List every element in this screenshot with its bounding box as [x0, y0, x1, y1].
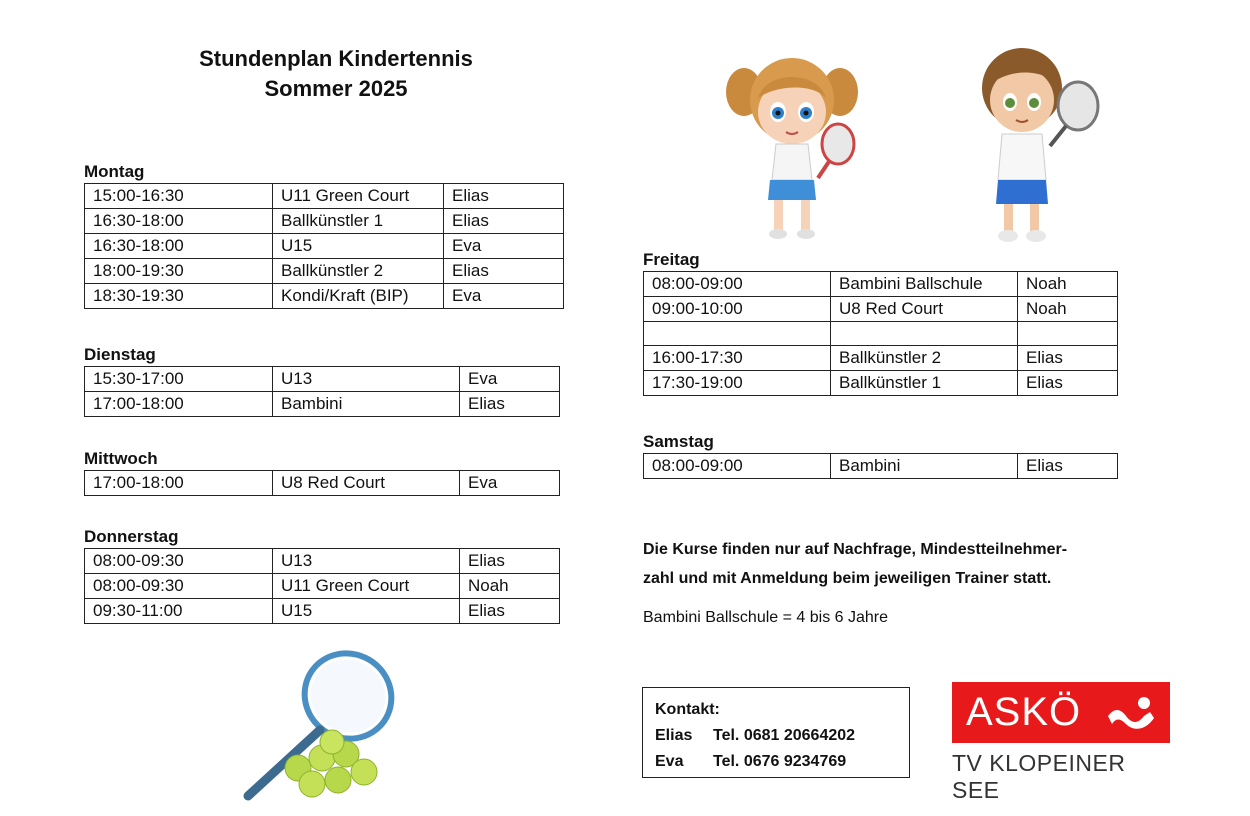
trainer-cell: Elias [460, 549, 560, 574]
day-label-montag: Montag [84, 162, 145, 181]
time-cell: 15:30-17:00 [85, 367, 273, 392]
time-cell: 17:00-18:00 [85, 392, 273, 417]
table-row [85, 471, 560, 496]
schedule-table-samstag [643, 453, 1118, 479]
table-row [644, 371, 1118, 396]
time-cell: 09:30-11:00 [85, 599, 273, 624]
table-row [644, 272, 1118, 297]
time-cell: 18:30-19:30 [85, 284, 273, 309]
trainer-cell: Noah [1018, 297, 1118, 322]
trainer-cell: Elias [444, 259, 564, 284]
schedule-table-montag [84, 183, 564, 309]
table-row [85, 599, 560, 624]
bambini-age-info: Bambini Ballschule = 4 bis 6 Jahre [643, 609, 889, 626]
schedule-table-freitag [643, 271, 1118, 396]
contact-name: Eva [655, 753, 684, 770]
course-cell: U15 [273, 234, 444, 259]
table-row [85, 209, 564, 234]
table-row [644, 454, 1118, 479]
course-cell: Kondi/Kraft (BIP) [273, 284, 444, 309]
course-cell: U8 Red Court [831, 297, 1018, 322]
schedule-table-donnerstag [84, 548, 560, 624]
time-cell: 08:00-09:30 [85, 574, 273, 599]
table-row [85, 574, 560, 599]
contact-box [642, 687, 910, 778]
time-cell: 18:00-19:30 [85, 259, 273, 284]
trainer-cell: Noah [1018, 272, 1118, 297]
trainer-cell: Noah [460, 574, 560, 599]
course-cell: U8 Red Court [273, 471, 460, 496]
time-cell: 08:00-09:00 [644, 454, 831, 479]
schedule-table-dienstag [84, 366, 560, 417]
trainer-cell: Eva [460, 471, 560, 496]
table-row [85, 284, 564, 309]
trainer-cell: Eva [460, 367, 560, 392]
course-cell: Ballkünstler 1 [831, 371, 1018, 396]
table-row [85, 234, 564, 259]
time-cell: 16:30-18:00 [85, 234, 273, 259]
time-cell: 09:00-10:00 [644, 297, 831, 322]
contact-entry [655, 723, 909, 749]
day-label-mittwoch: Mittwoch [84, 449, 158, 468]
trainer-cell [1018, 322, 1118, 346]
racket-and-balls-illustration [228, 646, 408, 804]
askoe-logo [952, 682, 1170, 743]
course-cell: Bambini [831, 454, 1018, 479]
note-line-1: Die Kurse finden nur auf Nachfrage, Mindestteilnehmer- [643, 541, 1068, 558]
girl-tennis-player-illustration [722, 40, 862, 245]
trainer-cell: Elias [444, 209, 564, 234]
course-cell: U13 [273, 367, 460, 392]
course-cell: U11 Green Court [273, 574, 460, 599]
contact-name: Elias [655, 727, 693, 744]
title-line-1: Stundenplan Kindertennis [199, 46, 473, 71]
logo-brand: ASKÖ [966, 690, 1082, 734]
trainer-cell: Eva [444, 234, 564, 259]
course-cell: Bambini [273, 392, 460, 417]
table-row [644, 297, 1118, 322]
table-row [85, 259, 564, 284]
course-cell: Ballkünstler 2 [831, 346, 1018, 371]
contact-entry [655, 749, 909, 775]
day-label-samstag: Samstag [643, 432, 714, 451]
logo-swirl-icon [1104, 694, 1158, 732]
table-row [85, 184, 564, 209]
table-row [85, 367, 560, 392]
contact-phone: Tel. 0676 9234769 [713, 753, 847, 770]
contact-heading: Kontakt: [655, 701, 720, 718]
trainer-cell: Elias [460, 392, 560, 417]
page-title [150, 44, 522, 104]
day-label-donnerstag: Donnerstag [84, 527, 179, 546]
time-cell: 17:30-19:00 [644, 371, 831, 396]
trainer-cell: Elias [460, 599, 560, 624]
trainer-cell: Elias [1018, 371, 1118, 396]
course-cell: U13 [273, 549, 460, 574]
course-cell: Ballkünstler 1 [273, 209, 444, 234]
table-row-empty [644, 322, 1118, 346]
time-cell: 08:00-09:30 [85, 549, 273, 574]
trainer-cell: Elias [1018, 454, 1118, 479]
logo-club-name: TV KLOPEINER SEE [952, 750, 1126, 803]
note-line-2: zahl und mit Anmeldung beim jeweiligen Trainer statt. [643, 570, 1052, 587]
time-cell: 08:00-09:00 [644, 272, 831, 297]
course-note [643, 535, 1163, 593]
contact-phone: Tel. 0681 20664202 [713, 727, 856, 744]
boy-tennis-player-illustration [970, 30, 1110, 250]
table-row [644, 346, 1118, 371]
course-cell: Bambini Ballschule [831, 272, 1018, 297]
title-line-2: Sommer 2025 [264, 76, 408, 101]
course-cell: U11 Green Court [273, 184, 444, 209]
time-cell: 17:00-18:00 [85, 471, 273, 496]
course-cell [831, 322, 1018, 346]
time-cell: 15:00-16:30 [85, 184, 273, 209]
table-row [85, 549, 560, 574]
time-cell: 16:30-18:00 [85, 209, 273, 234]
trainer-cell: Elias [1018, 346, 1118, 371]
day-label-freitag: Freitag [643, 250, 700, 269]
day-label-dienstag: Dienstag [84, 345, 156, 364]
time-cell: 16:00-17:30 [644, 346, 831, 371]
course-cell: U15 [273, 599, 460, 624]
trainer-cell: Elias [444, 184, 564, 209]
course-cell: Ballkünstler 2 [273, 259, 444, 284]
schedule-table-mittwoch [84, 470, 560, 496]
table-row [85, 392, 560, 417]
trainer-cell: Eva [444, 284, 564, 309]
time-cell [644, 322, 831, 346]
